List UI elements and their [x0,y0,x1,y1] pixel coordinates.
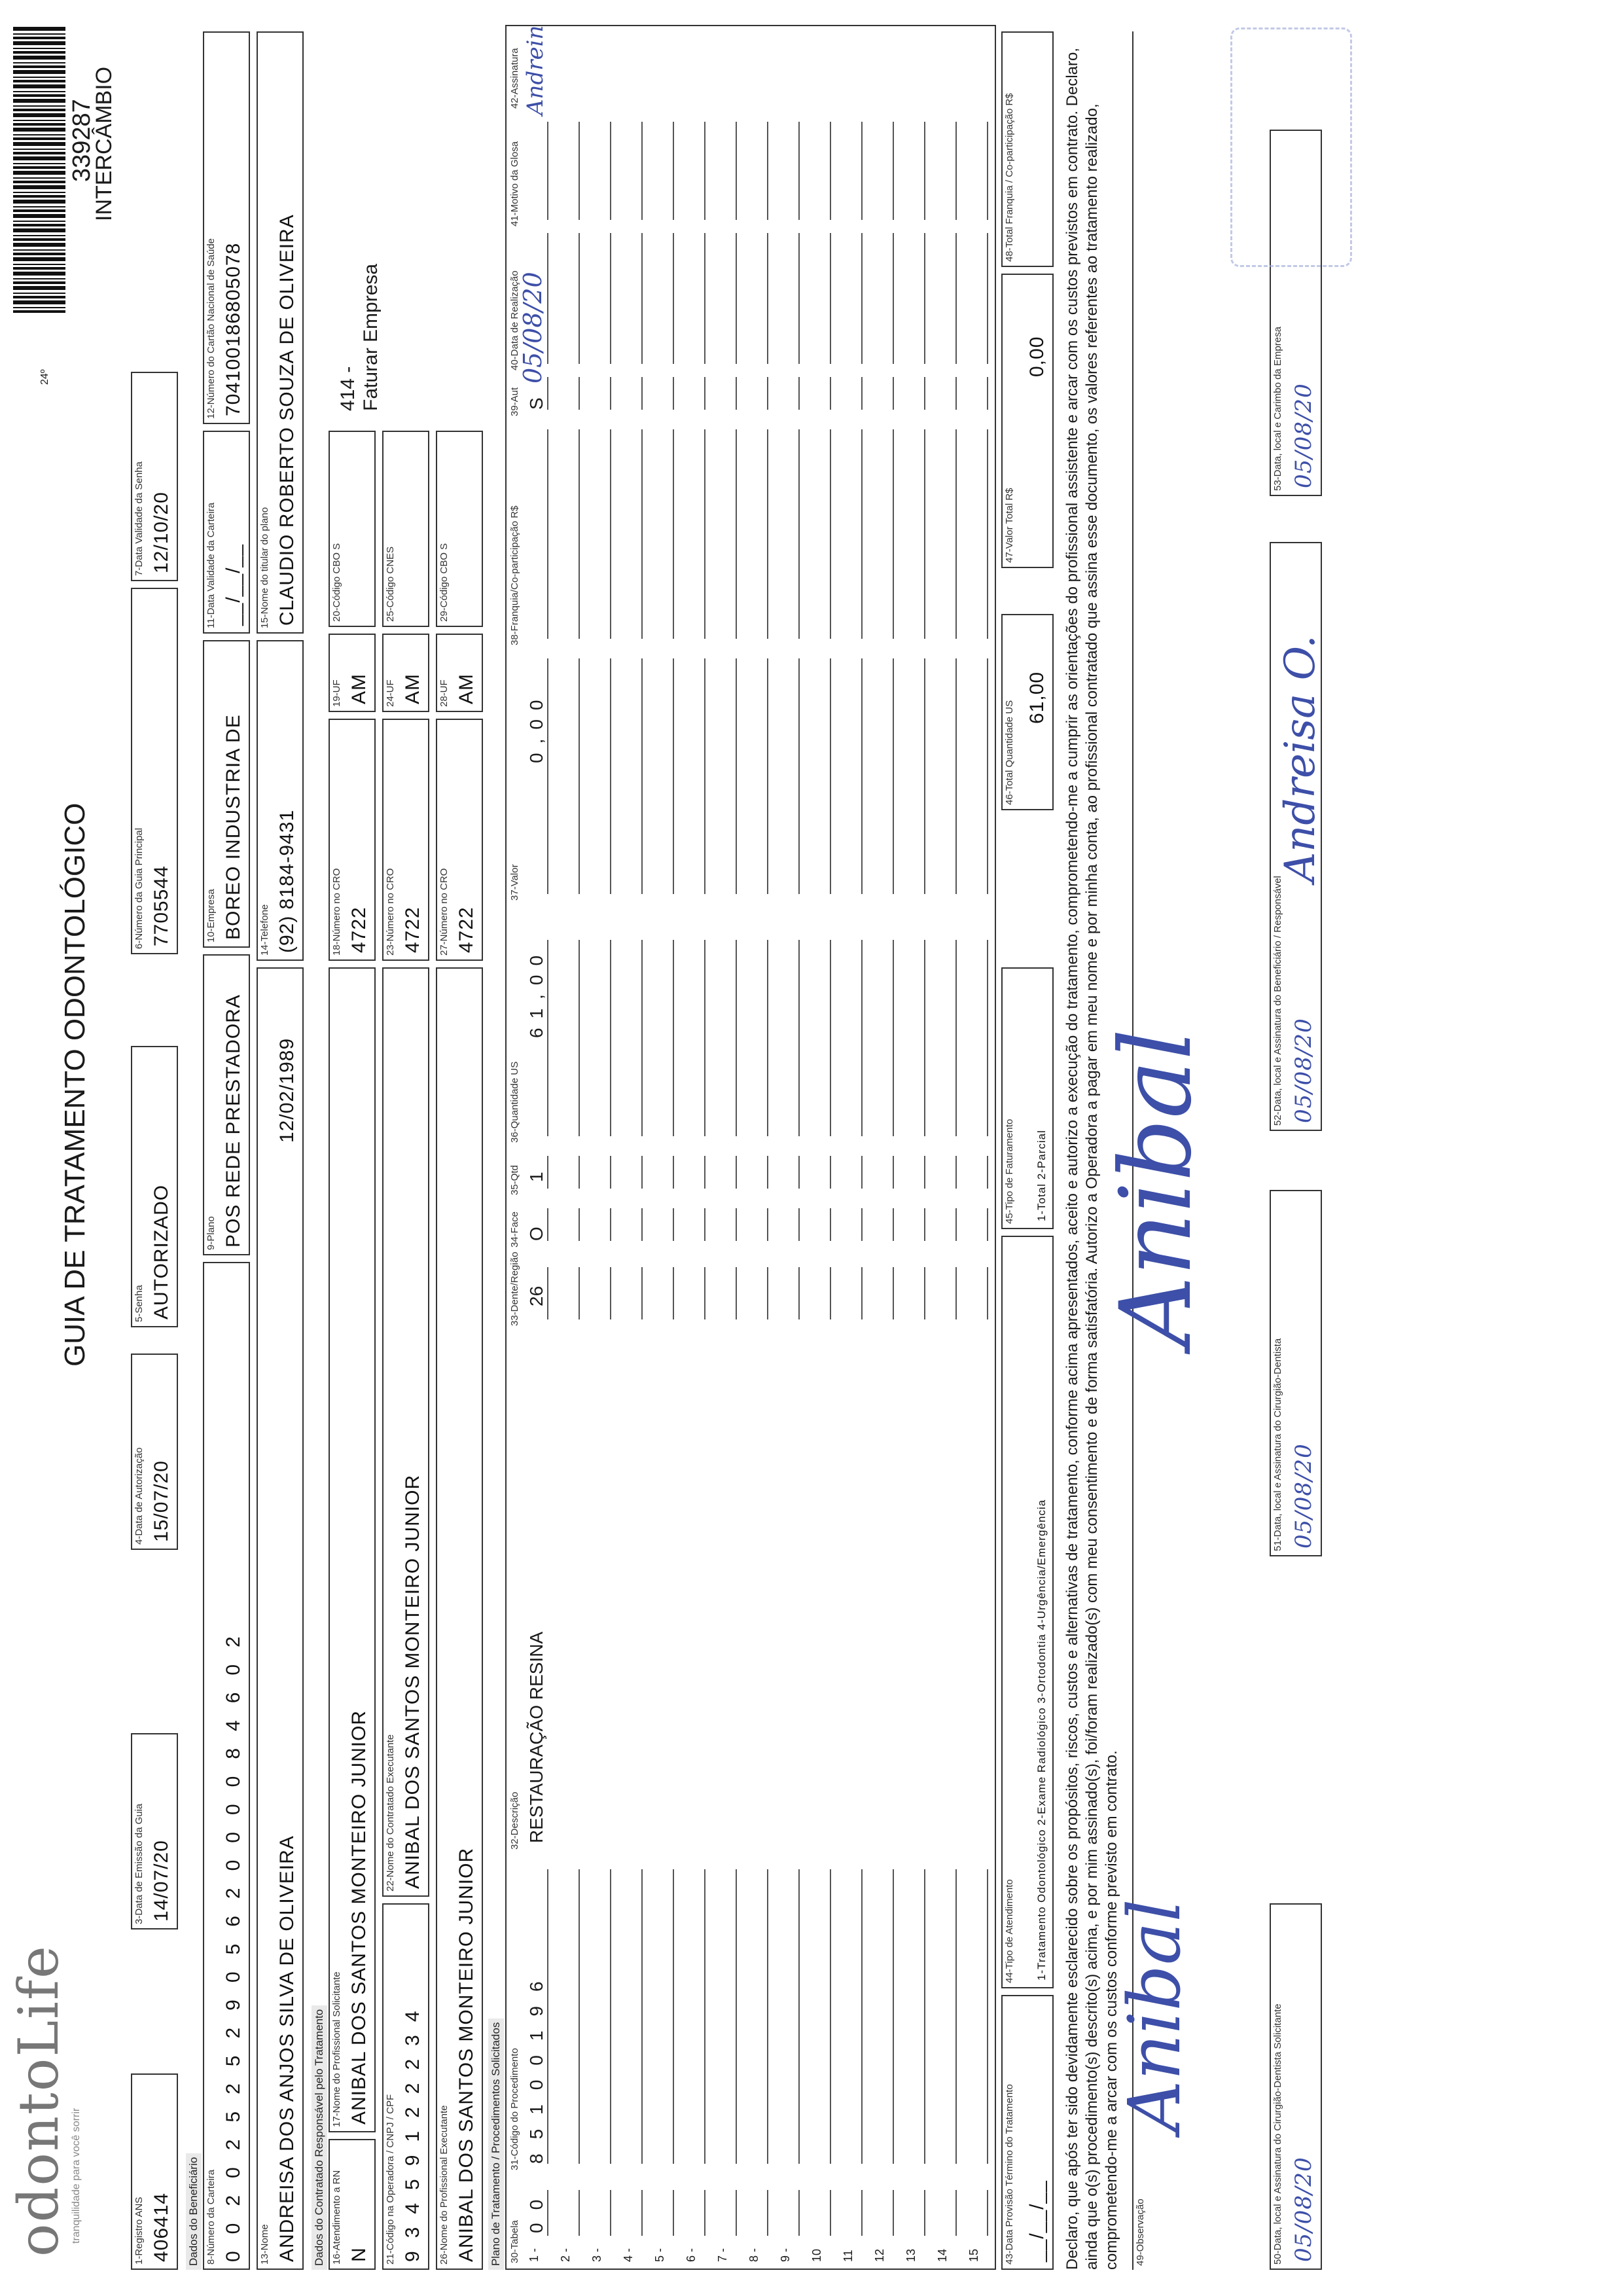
table-cell [654,1869,674,2164]
guide-number: 339287 [68,99,96,182]
table-cell [686,2190,705,2236]
table-cell [780,658,800,894]
table-cell [906,377,925,410]
table-cell [623,429,643,639]
table-cell [592,1869,611,2164]
table-cell [686,122,705,220]
table-cell [969,1156,988,1189]
table-cell [686,940,705,1136]
signature-52-scrawl: Andreisa O. [1276,635,1325,882]
table-cell [874,1267,894,1319]
table-cell [874,1869,894,2164]
row-number: 2 - [559,2248,572,2262]
total-us-field: 46-Total Quantidade US 61,00 [1001,614,1054,810]
table-cell [843,2190,863,2236]
codigo-operadora-field: 21-Código na Operadora / CNPJ / CPF 93459122234 [382,1903,429,2270]
previsao-field: 43-Data Provisão Término do Tratamento __/__/__ [1001,1995,1054,2270]
validade-senha-field: 7-Data Validade da Senha 12/10/20 [131,372,178,581]
table-cell [780,1208,800,1241]
row-number: 11 [842,2250,855,2262]
declaracao-text: Declaro, que após ter sido devidamente esclarecido sobre os propósitos, riscos, custos e alternativas de tratamento, conforme acima apresentados, aceito e autorizo a execução do tratamento, comprometendo-me a cumprir as orientações do profissional assistente e arcar com os custos previstos em contrato. Declaro, ainda que o(s) procedimento(s) descrito(s) acima, e por mim assinado(s), foi/foram realizado(s) com meu consentimento e de forma satisfatória. Autorizo a Operadora a pagar em meu nome e por minha conta, ao profissional contratado que assina esse documento, os valores referentes ao tratamento realizado, comprometendo-me a arcar com os custos conforme previsto em contrato. [1063,47,1120,2270]
table-cell [969,2190,988,2236]
table-cell [749,658,768,894]
section-contratado: Dados do Contratado Responsável pelo Tratamento [312,2005,327,2270]
table-cell [686,658,705,894]
table-cell [717,2190,737,2236]
registro-ans-value: 406414 [151,2192,172,2262]
data-autorizacao-field: 4-Data de Autorização 15/07/20 [131,1354,178,1550]
row1-aut: S [526,397,546,410]
table-cell [623,122,643,220]
table-cell [812,658,831,894]
row-number: 15 [967,2248,980,2262]
table-cell [780,1267,800,1319]
table-cell [717,122,737,220]
valor-total-field: 47-Valor Total R$ 0,00 [1001,274,1054,568]
empresa-field: 10-Empresa BOREO INDUSTRIA DE [203,640,250,948]
signature-52: 52-Data, local e Assinatura do Beneficiário / Responsável 05/08/20 [1270,542,1322,1131]
table-cell [623,1869,643,2164]
table-cell [906,940,925,1136]
cbo3-field: 29-Código CBO S [436,431,483,627]
table-cell [623,2190,643,2236]
row1-face: O [526,1227,546,1241]
table-row [898,24,927,2262]
validade-carteira-field: 11-Data Validade da Carteira __/__/__ [203,431,250,634]
plano-field: 9-Plano POS REDE PRESTADORA [203,954,250,1255]
table-cell [812,1156,831,1189]
guia-principal-field: 6-Número da Guia Principal 7705544 [131,588,178,954]
section-plano: Plano de Tratamento / Procedimentos Solicitados [488,2018,504,2270]
barcode [13,25,65,313]
table-cell [812,1208,831,1241]
table-cell [780,233,800,364]
table-cell [749,2190,768,2236]
cro-field: 18-Número no CRO 4722 [329,719,376,961]
table-cell [874,940,894,1136]
solicitante-field: 17-Nome do Profissional Solicitante ANIBAL DOS SANTOS MONTEIRO JUNIOR [329,967,376,2132]
table-cell [560,377,580,410]
table-cell [874,377,894,410]
table-cell [812,429,831,639]
table-row [866,24,895,2262]
table-cell [686,429,705,639]
table-cell [749,940,768,1136]
row-number: 1 - [527,2248,541,2262]
table-cell [937,2190,957,2236]
row-number: 7 - [716,2248,729,2262]
table-cell [969,1869,988,2164]
row1-codigo: 85100196 [526,1967,546,2164]
cnes-field: 25-Código CNES [382,431,429,627]
table-cell [560,940,580,1136]
row-number: 3 - [590,2248,603,2262]
col-qtd-us: 36-Quantidade US [509,1061,520,1143]
row1-signature: Andrein [522,25,548,115]
table-cell [717,658,737,894]
table-cell [623,1208,643,1241]
category-label: INTERCÂMBIO [92,66,116,221]
table-cell [937,1156,957,1189]
row-number: 4 - [622,2248,635,2262]
cbo-note: 414 - [337,366,359,411]
table-cell [717,1156,737,1189]
table-cell [780,1156,800,1189]
table-cell [843,1869,863,2164]
nascimento-value: 12/02/1989 [276,1037,298,1143]
table-cell [749,377,768,410]
telefone-field: 14-Telefone (92) 8184-9431 [257,640,304,961]
table-row [835,24,864,2262]
table-cell [623,377,643,410]
table-cell [654,1208,674,1241]
table-cell [780,1869,800,2164]
section-beneficiario: Dados do Beneficiário [186,2153,202,2270]
table-cell [560,1267,580,1319]
row-number: 13 [904,2248,918,2262]
table-cell [654,658,674,894]
table-cell [843,1208,863,1241]
table-cell [592,1156,611,1189]
cns-field: 12-Número do Cartão Nacional de Saúde 704100186805078 [203,31,250,424]
table-cell [592,1208,611,1241]
table-cell [623,940,643,1136]
table-cell [592,658,611,894]
table-cell [874,429,894,639]
table-cell [937,429,957,639]
tipo-faturamento-field: 45-Tipo de Faturamento 1-Total 2-Parcial [1001,967,1054,1229]
cro3-field: 27-Número no CRO 4722 [436,719,483,961]
table-cell [969,233,988,364]
table-cell [843,377,863,410]
signature-50: 50-Data, local e Assinatura do Cirurgião-Dentista Solicitante 05/08/20 [1270,1903,1322,2270]
table-cell [560,122,580,220]
table-cell [937,1869,957,2164]
col-assinatura: 42-Assinatura [509,48,520,109]
uf3-field: 28-UF AM [436,634,483,712]
col-valor: 37-Valor [509,864,520,901]
table-cell [623,1156,643,1189]
row1-data-real: 05/08/20 [518,272,547,384]
col-descricao: 32-Descrição [509,1791,520,1850]
table-cell [749,1208,768,1241]
col-dente: 33-Dente/Região [509,1251,520,1326]
table-cell [780,940,800,1136]
table-cell [749,1869,768,2164]
table-cell [592,2190,611,2236]
table-cell [560,1208,580,1241]
table-cell [654,233,674,364]
table-cell [749,1156,768,1189]
signature-50-scrawl: Anibal [1113,1899,1196,2132]
table-cell [843,658,863,894]
table-cell [686,233,705,364]
table-cell [623,658,643,894]
uf2-field: 24-UF AM [382,634,429,712]
brand-logo [7,1945,82,2257]
table-cell [749,1267,768,1319]
table-cell [717,429,737,639]
form-title: GUIA DE TRATAMENTO ODONTOLÓGICO [59,802,91,1367]
table-cell [937,658,957,894]
table-cell [592,940,611,1136]
signature-53: 53-Data, local e Carimbo da Empresa 05/08/20 [1270,130,1322,496]
table-row [647,24,675,2262]
table-cell [717,233,737,364]
table-cell [592,429,611,639]
table-cell [812,940,831,1136]
nome-field: 13-Nome ANDREISA DOS ANJOS SILVA DE OLIVEIRA 12/02/1989 [257,967,304,2270]
table-cell [937,233,957,364]
franquia-total-field: 48-Total Franquia / Co-participação R$ [1001,31,1054,267]
corner-note: 24º [39,369,50,385]
carteira-field: 8-Número da Carteira 00202525290562000084602 [203,1262,250,2270]
row1-values [518,25,550,2269]
table-cell [686,377,705,410]
row-number: 12 [873,2248,886,2262]
table-cell [812,1267,831,1319]
table-cell [686,1869,705,2164]
row-number: 10 [810,2248,823,2262]
table-cell [560,233,580,364]
col-glosa: 41-Motivo da Glosa [509,141,520,226]
brand-name: odontoLife [7,1945,71,2257]
table-row [772,24,801,2262]
tipo-atendimento-field: 44-Tipo de Atendimento 1-Tratamento Odontológico 2-Exame Radiológico 3-Ortodontia 4-Urgência/Emergência [1001,1236,1054,1988]
table-cell [780,2190,800,2236]
table-cell [812,122,831,220]
table-cell [654,429,674,639]
table-cell [592,233,611,364]
table-cell [874,1208,894,1241]
table-cell [717,940,737,1136]
table-cell [717,1267,737,1319]
table-cell [906,233,925,364]
table-cell [812,233,831,364]
table-cell [654,1267,674,1319]
table-cell [937,940,957,1136]
table-cell [843,1156,863,1189]
table-cell [560,1869,580,2164]
uf-field: 19-UF AM [329,634,376,712]
table-cell [843,429,863,639]
data-emissao-field: 3-Data de Emissão da Guia 14/07/20 [131,1733,178,1929]
table-row [961,24,990,2262]
table-cell [969,429,988,639]
table-cell [906,1208,925,1241]
cbo-field: 20-Código CBO S [329,431,376,627]
table-cell [937,1208,957,1241]
titular-field: 15-Nome do titular do plano CLAUDIO ROBERTO SOUZA DE OLIVEIRA [257,31,304,634]
table-cell [560,1156,580,1189]
senha-field: 5-Senha AUTORIZADO [131,1046,178,1327]
table-cell [906,429,925,639]
row1-tabela: 00 [526,2186,546,2233]
table-cell [874,122,894,220]
table-cell [843,940,863,1136]
table-cell [654,2190,674,2236]
table-cell [906,658,925,894]
col-face: 34-Face [509,1211,520,1247]
row1-qtd-us: 61,00 [526,946,546,1038]
table-cell [749,429,768,639]
table-cell [654,940,674,1136]
registro-ans-field: 1-Registro ANS 406414 [131,2073,178,2270]
table-cell [780,429,800,639]
signature-51: 51-Data, local e Assinatura do Cirurgião-Dentista 05/08/20 [1270,1190,1322,1556]
contratado-exec-field: 22-Nome do Contratado Executante ANIBAL DOS SANTOS MONTEIRO JUNIOR [382,967,429,1897]
table-cell [969,1208,988,1241]
table-cell [812,377,831,410]
table-cell [592,1267,611,1319]
table-cell [749,233,768,364]
row-number: 8 - [747,2248,760,2262]
col-qtd: 35-Qtd [509,1165,520,1195]
table-row [615,24,644,2262]
table-cell [906,1156,925,1189]
table-cell [843,122,863,220]
table-cell [654,122,674,220]
table-cell [717,377,737,410]
table-cell [843,1267,863,1319]
faturar-note: Faturar Empresa [360,263,382,411]
table-cell [874,1156,894,1189]
table-cell [623,1267,643,1319]
observacao-field: 49-Observação [1132,31,1237,2270]
table-cell [969,658,988,894]
col-franquia: 38-Franquia/Co-participação R$ [509,505,520,645]
table-cell [654,1156,674,1189]
table-cell [906,122,925,220]
table-cell [623,233,643,364]
table-cell [780,377,800,410]
table-cell [937,1267,957,1319]
row-number: 6 - [685,2248,698,2262]
company-stamp [1230,27,1352,267]
table-cell [969,122,988,220]
table-cell [654,377,674,410]
executante-field: 26-Nome do Profissional Executante ANIBAL DOS SANTOS MONTEIRO JUNIOR [436,967,483,2270]
table-cell [592,122,611,220]
table-cell [969,1267,988,1319]
table-cell [560,429,580,639]
table-cell [780,122,800,220]
table-cell [686,1267,705,1319]
row1-qtd: 1 [526,1172,546,1182]
table-cell [717,1869,737,2164]
signature-51-scrawl: Anibal [1099,1028,1213,1347]
table-row [709,24,738,2262]
table-cell [749,122,768,220]
table-cell [686,1208,705,1241]
table-cell [969,940,988,1136]
cro2-field: 23-Número no CRO 4722 [382,719,429,961]
col-codigo: 31-Código do Procedimento [509,2048,520,2170]
col-tabela: 30-Tabela [509,2220,520,2263]
table-cell [969,377,988,410]
table-cell [874,233,894,364]
row-number: 5 - [653,2248,666,2262]
table-cell [717,1208,737,1241]
table-cell [906,1869,925,2164]
table-cell [906,1267,925,1319]
table-cell [906,2190,925,2236]
table-cell [812,2190,831,2236]
row-number: 9 - [779,2248,792,2262]
col-aut: 39-Aut [509,387,520,416]
table-row [678,24,707,2262]
table-cell [560,2190,580,2236]
procedures-table [505,25,996,2270]
table-cell [812,1869,831,2164]
table-cell [937,122,957,220]
table-cell [843,233,863,364]
table-cell [937,377,957,410]
table-cell [874,658,894,894]
table-row [584,24,613,2262]
col-data-real: 40-Data de Realização [509,270,520,370]
row1-valor: 0,00 [526,691,546,763]
rn-field: 16-Atendimento a RN N [329,2139,376,2270]
table-row [552,24,581,2262]
table-cell [592,377,611,410]
table-row [804,24,832,2262]
row1-dente: 26 [526,1285,546,1306]
row-number: 14 [936,2248,949,2262]
row1-descricao: RESTAURAÇÃO RESINA [526,1631,546,1843]
table-cell [686,1156,705,1189]
table-row [741,24,770,2262]
table-cell [560,658,580,894]
brand-tagline: tranquilidade para você sorrir [71,2108,82,2244]
table-row [929,24,958,2262]
table-cell [874,2190,894,2236]
